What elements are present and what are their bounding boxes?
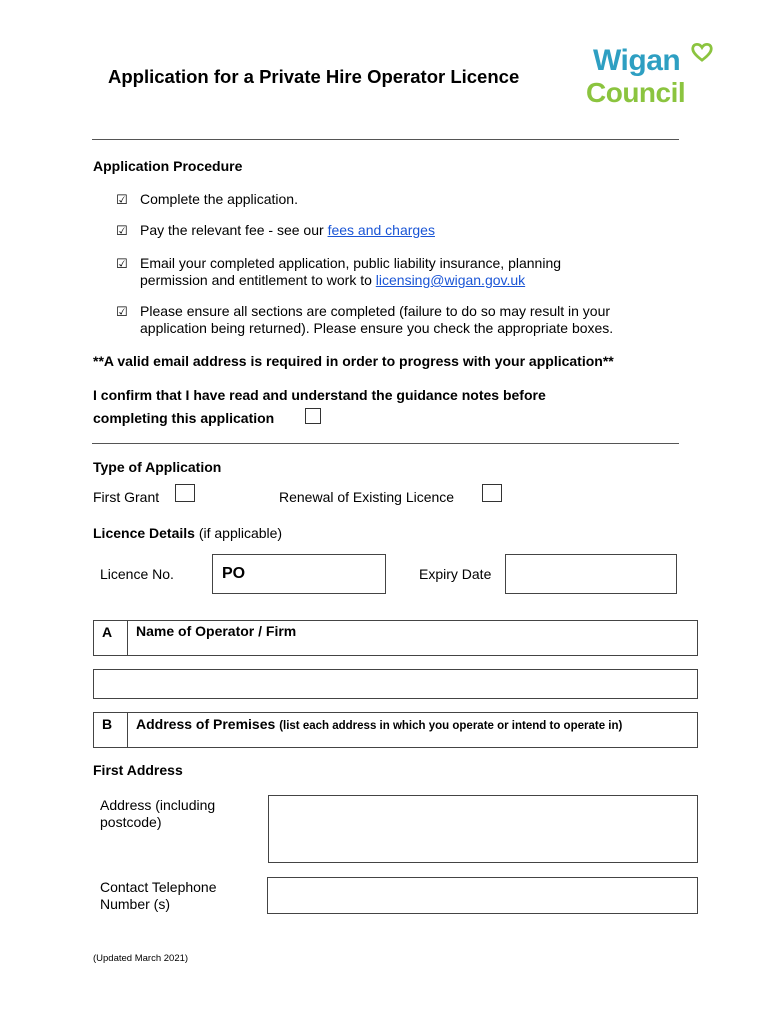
renewal-checkbox[interactable] (482, 484, 502, 502)
checked-box-icon: ☑ (116, 223, 128, 238)
procedure-heading: Application Procedure (93, 158, 243, 174)
divider (92, 139, 679, 140)
licensing-email-link[interactable]: licensing@wigan.gov.uk (375, 272, 526, 288)
procedure-item (140, 222, 435, 239)
section-b-note: (list each address in which you operate or intend to operate in) (279, 720, 623, 732)
licence-no-label: Licence No. (100, 566, 174, 582)
procedure-item-line (140, 272, 561, 289)
address-label-line: Address (including (100, 797, 216, 813)
procedure-item (140, 303, 613, 337)
procedure-item (140, 255, 561, 289)
first-address-heading: First Address (93, 762, 183, 778)
procedure-item-text: permission and entitlement to work to (140, 272, 376, 288)
phone-label-line: Number (s) (100, 896, 171, 912)
procedure-item-line: Email your completed application, public liability insurance, planning (140, 255, 562, 271)
checked-box-icon: ☑ (116, 256, 128, 271)
confirm-guidance-checkbox[interactable] (305, 408, 321, 424)
address-label-line: postcode) (100, 814, 162, 830)
procedure-item-text: Pay the relevant fee - see our (140, 222, 328, 238)
email-notice: **A valid email address is required in order to progress with your application** (93, 353, 614, 369)
address-input[interactable] (268, 795, 698, 863)
licence-no-input[interactable] (212, 554, 386, 594)
section-a-title: Name of Operator / Firm (136, 623, 297, 639)
application-type-heading: Type of Application (93, 459, 222, 475)
logo-text-council: Council (586, 77, 686, 108)
licence-details-heading (93, 525, 282, 541)
licence-details-note: (if applicable) (198, 525, 283, 541)
updated-date: (Updated March 2021) (93, 953, 189, 964)
address-label (100, 797, 215, 831)
checked-box-icon: ☑ (116, 192, 128, 207)
phone-input[interactable] (267, 877, 698, 914)
licence-no-value: PO (222, 565, 246, 582)
confirm-text-line: completing this application (93, 410, 275, 426)
wigan-council-logo (586, 40, 726, 112)
renewal-label: Renewal of Existing Licence (279, 489, 455, 505)
section-b-heading (136, 716, 622, 732)
phone-label (100, 879, 217, 913)
section-b-header (93, 712, 698, 748)
fees-and-charges-link[interactable]: fees and charges (327, 222, 435, 238)
expiry-date-label: Expiry Date (419, 566, 492, 582)
checked-box-icon: ☑ (116, 304, 128, 319)
section-b-title: Address of Premises (136, 716, 276, 732)
expiry-date-input[interactable] (505, 554, 677, 594)
page-title: Application for a Private Hire Operator Licence (108, 66, 520, 87)
phone-label-line: Contact Telephone (100, 879, 217, 895)
section-a-letter: A (94, 621, 128, 655)
section-a-header (93, 620, 698, 656)
procedure-item: Complete the application. (140, 191, 298, 207)
licence-details-title: Licence Details (93, 525, 195, 541)
logo-text-wigan: Wigan (593, 44, 681, 77)
confirm-text-line: I confirm that I have read and understand the guidance notes before (93, 387, 546, 403)
procedure-item-line: Please ensure all sections are completed (failure to do so may result in your (140, 303, 611, 319)
heart-icon (691, 42, 713, 62)
first-grant-label: First Grant (93, 489, 160, 505)
divider (92, 443, 679, 444)
section-b-letter: B (94, 713, 128, 747)
operator-name-input[interactable] (93, 669, 698, 699)
procedure-item-line: application being returned). Please ensure you check the appropriate boxes. (140, 320, 614, 336)
first-grant-checkbox[interactable] (175, 484, 195, 502)
